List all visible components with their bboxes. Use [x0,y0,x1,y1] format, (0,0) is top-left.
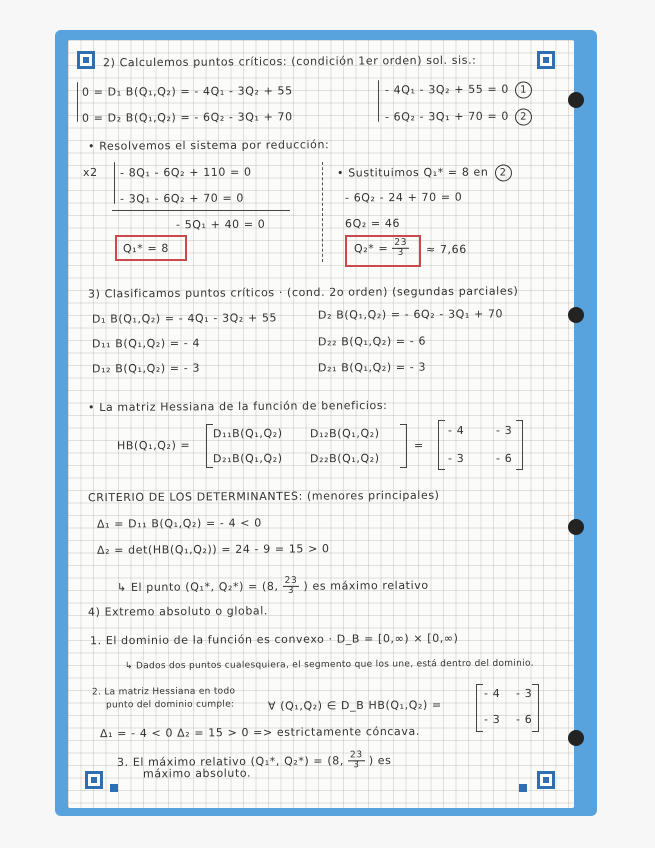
substitution-result: 6Q₂ = 46 [344,216,401,231]
domain-note: ↳ Dados dos puntos cualesquiera, el segmento que los une, está dentro del dominio. [124,658,534,672]
equation-number-1: 1 [515,81,532,98]
matrix-equals: = [413,438,424,453]
heading-classify: 3) Clasificamos puntos críticos · (cond. 2o orden) (segundas parciales) [87,284,519,301]
sum-line [112,210,290,211]
matrix-bracket-left [476,684,483,732]
reduction-eq-2: - 3Q₁ - 6Q₂ + 70 = 0 [119,191,245,206]
domain-matrix-22: - 6 [515,712,533,727]
system-eq-2 [385,108,532,126]
conclusion-suffix: ) es máximo relativo [303,578,429,593]
hessian-label: HB(Q₁,Q₂) = [116,438,191,453]
matrix-bracket-left [206,424,213,468]
first-partial-d2: D₂ B(Q₁,Q₂) = - 6Q₂ - 3Q₁ + 70 [317,307,504,322]
system-eq-2-text: - 6Q₂ - 3Q₁ + 70 = 0 [384,109,510,124]
system-eq-1 [385,81,532,99]
binder-hole [568,307,584,323]
matrix-d21: D₂₁B(Q₁,Q₂) [212,451,283,466]
maximum-conclusion [117,576,429,598]
matrix-bracket-right [532,684,539,732]
equation-number-2: 2 [515,108,532,125]
substitution-eq: - 6Q₂ - 24 + 70 = 0 [344,190,463,205]
corner-tick-icon [110,784,118,792]
substitution-note [337,164,512,182]
absolute-max-end: máximo absoluto. [142,766,252,781]
binder-hole [568,730,584,746]
hessian-intro: • La matriz Hessiana de la función de beneficios: [87,398,388,415]
q2-label: Q₂* = [353,241,389,256]
matrix-d22: D₂₂B(Q₁,Q₂) [309,451,380,466]
column-divider [322,162,323,262]
first-partial-d1: D₁ B(Q₁,Q₂) = - 4Q₁ - 3Q₂ + 55 [91,311,278,326]
reduction-brace [114,162,115,204]
absolute-max-suffix: ) es [368,753,392,768]
second-partial-d11: D₁₁ B(Q₁,Q₂) = - 4 [91,336,201,351]
binder-hole [568,92,584,108]
corner-mark-icon [537,771,555,789]
second-partial-d12: D₁₂ B(Q₁,Q₂) = - 3 [91,361,201,376]
reduction-note: • Resolvemos el sistema por reducción: [87,138,330,153]
q2-approx: ≈ 7,66 [425,242,467,257]
heading-global: 4) Extremo absoluto o global. [87,604,269,619]
criterion-heading: CRITERIO DE LOS DETERMINANTES: (menores principales) [87,488,440,505]
q2-numerator: 23 [392,239,409,250]
system-brace [378,80,379,122]
conclusion-numerator: 23 [283,577,300,588]
matrix-d12: D₁₂B(Q₁,Q₂) [309,426,380,441]
q2-denominator: 3 [397,248,404,259]
second-partial-d22: D₂₂ B(Q₁,Q₂) = - 6 [317,334,427,349]
reduction-result: - 5Q₁ + 40 = 0 [175,217,266,232]
matrix-d11: D₁₁B(Q₁,Q₂) [212,426,283,441]
matrix-value-12: - 3 [495,423,513,438]
domain-matrix-21: - 3 [483,712,501,727]
matrix-value-21: - 3 [447,451,465,466]
multiplier-label: x2 [82,165,98,180]
conclusion-prefix: ↳ El punto (Q₁*, Q₂*) = (8, [116,579,279,595]
conclusion-denominator: 3 [287,586,295,597]
delta-2: Δ₂ = det(HB(Q₁,Q₂)) = 24 - 9 = 15 > 0 [96,542,330,557]
corner-mark-icon [85,771,103,789]
second-partial-d21: D₂₁ B(Q₁,Q₂) = - 3 [317,360,427,375]
q2-solution [354,239,409,259]
system-brace [77,82,78,122]
absolute-max-fraction [348,751,365,771]
domain-convex: 1. El dominio de la función es convexo · D_B = [0,∞) × [0,∞) [89,631,459,648]
matrix-bracket-left [438,420,445,470]
equation-d2: 0 = D₂ B(Q₁,Q₂) = - 6Q₂ - 3Q₁ + 70 [81,110,293,125]
domain-matrix-11: - 4 [483,686,501,701]
absolute-max-prefix: 3. El máximo relativo (Q₁*, Q₂*) = (8, [116,754,344,769]
absolute-max-denominator: 3 [353,760,360,771]
corner-tick-icon [519,784,527,792]
q2-fraction [392,239,409,259]
absolute-max-numerator: 23 [348,751,365,762]
hessian-everywhere-1: 2. La matriz Hessiana en todo [91,686,236,698]
substitution-text: • Sustituimos Q₁* = 8 en [336,165,489,180]
corner-mark-icon [537,51,555,69]
hessian-everywhere-2: punto del dominio cumple: [105,699,235,711]
concavity-statement: Δ₁ = - 4 < 0 Δ₂ = 15 > 0 => estrictamente cóncava. [99,724,420,741]
equation-d1: 0 = D₁ B(Q₁,Q₂) = - 4Q₁ - 3Q₂ + 55 [81,84,293,99]
q1-solution: Q₁* = 8 [122,241,170,256]
system-eq-1-text: - 4Q₁ - 3Q₂ + 55 = 0 [384,82,510,97]
heading-critical-points: 2) Calculemos puntos críticos: (condición 1er orden) sol. sis.: [102,53,477,70]
delta-1: Δ₁ = D₁₁ B(Q₁,Q₂) = - 4 < 0 [96,516,262,531]
matrix-bracket-right [400,424,407,468]
matrix-value-11: - 4 [447,423,465,438]
domain-matrix-12: - 3 [515,686,533,701]
hessian-forall: ∀ (Q₁,Q₂) ∈ D_B HB(Q₁,Q₂) = [267,698,442,713]
binder-hole [568,519,584,535]
equation-number-ref: 2 [495,164,512,181]
corner-mark-icon [77,51,95,69]
matrix-value-22: - 6 [495,451,513,466]
conclusion-fraction [283,577,300,597]
reduction-eq-1: - 8Q₁ - 6Q₂ + 110 = 0 [119,165,252,180]
matrix-bracket-right [516,420,523,470]
